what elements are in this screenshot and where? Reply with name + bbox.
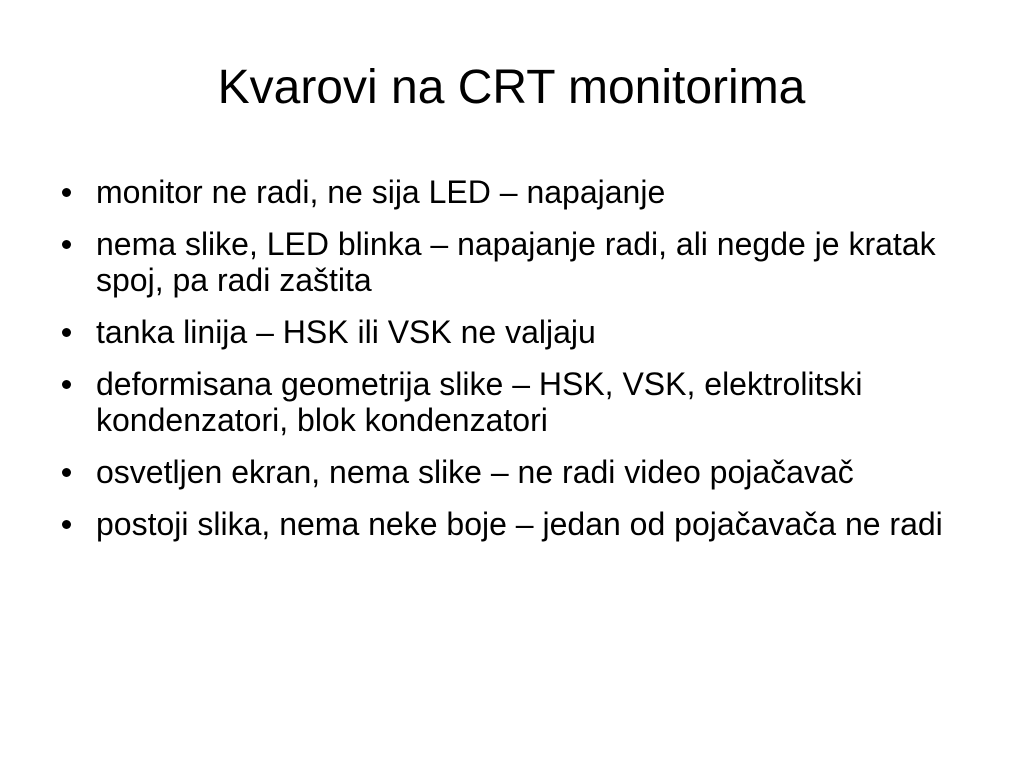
bullet-text: postoji slika, nema neke boje – jedan od pojačavača ne radi: [96, 506, 943, 542]
bullet-item: [62, 174, 962, 210]
bullet-text: nema slike, LED blinka – napajanje radi, ali negde je kratak spoj, pa radi zaštita: [96, 226, 936, 298]
bullet-dot-icon: [62, 240, 71, 249]
bullet-item: [62, 454, 962, 490]
bullet-item: [62, 226, 962, 298]
slide-title: Kvarovi na CRT monitorima: [217, 61, 806, 114]
bullet-dot-icon: [62, 520, 71, 529]
bullet-text: osvetljen ekran, nema slike – ne radi video pojačavač: [96, 454, 854, 490]
bullet-text: tanka linija – HSK ili VSK ne valjaju: [96, 314, 596, 350]
bullet-list: [62, 174, 962, 558]
bullet-item: [62, 366, 962, 438]
bullet-text: monitor ne radi, ne sija LED – napajanje: [96, 174, 666, 210]
bullet-dot-icon: [62, 380, 71, 389]
bullet-text: deformisana geometrija slike – HSK, VSK, elektrolitski kondenzatori, blok kondenzatori: [96, 366, 863, 438]
bullet-dot-icon: [62, 188, 71, 197]
bullet-dot-icon: [62, 468, 71, 477]
bullet-dot-icon: [62, 328, 71, 337]
bullet-item: [62, 314, 962, 350]
bullet-item: [62, 506, 962, 542]
